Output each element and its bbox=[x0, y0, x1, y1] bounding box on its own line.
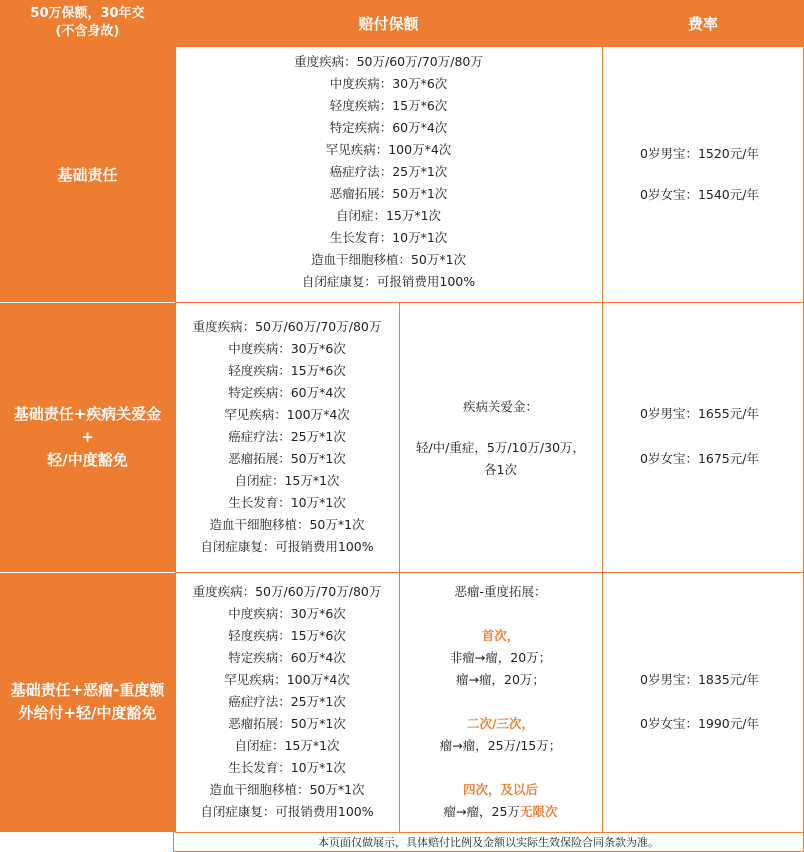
row3-item-8: 生长发育：10万*1次 bbox=[228, 760, 346, 775]
row2-plan-line3: 轻/中度豁免 bbox=[47, 450, 128, 469]
header-coverage: 赔付保额 bbox=[175, 0, 602, 46]
grid-line bbox=[602, 0, 603, 832]
row2-extra-line2: 各1次 bbox=[484, 462, 517, 477]
row3-extra-first-label: 首次， bbox=[481, 628, 520, 643]
grid-line bbox=[175, 572, 804, 573]
row3-item-4: 罕见疾病：100万*4次 bbox=[224, 672, 350, 687]
row3-rate-girl: 0岁女宝：1990元/年 bbox=[640, 716, 759, 731]
row2-item-6: 恶瘤拓展：50万*1次 bbox=[228, 451, 346, 466]
grid-line bbox=[0, 572, 175, 573]
row2-item-2: 轻度疾病：15万*6次 bbox=[228, 363, 346, 378]
row3-plan-line1: 基础责任+恶瘤-重度额 bbox=[10, 681, 165, 699]
row1-item-7: 自闭症：15万*1次 bbox=[335, 208, 442, 223]
row3-item-9: 造血干细胞移植：50万*1次 bbox=[209, 782, 365, 797]
row3-item-7: 自闭症：15万*1次 bbox=[234, 738, 340, 753]
row3-item-1: 中度疾病：30万*6次 bbox=[228, 606, 346, 621]
row3-item-2: 轻度疾病：15万*6次 bbox=[228, 628, 346, 643]
row2-rate-girl: 0岁女宝：1675元/年 bbox=[640, 451, 759, 466]
row2-item-0: 重度疾病：50万/60万/70万/80万 bbox=[192, 319, 382, 334]
row2-item-8: 生长发育：10万*1次 bbox=[228, 495, 346, 510]
row3-extra-fourth-prefix: 瘤→瘤，25万 bbox=[443, 804, 520, 819]
row3-rate bbox=[602, 572, 804, 832]
row1-coverage-list bbox=[175, 51, 602, 293]
row2-extra-title: 疾病关爱金： bbox=[462, 399, 538, 414]
grid-line bbox=[175, 832, 804, 833]
row3-extra-second-label: 二次/三次， bbox=[466, 716, 535, 731]
header-plan-line2: (不含身故) bbox=[55, 24, 120, 39]
row1-rate bbox=[602, 46, 804, 302]
grid-line bbox=[0, 302, 175, 303]
row1-item-8: 生长发育：10万*1次 bbox=[329, 230, 448, 245]
row1-item-1: 中度疾病：30万*6次 bbox=[329, 76, 448, 91]
grid-line bbox=[175, 46, 804, 47]
row1-item-9: 造血干细胞移植：50万*1次 bbox=[310, 252, 467, 267]
row3-coverage-list bbox=[175, 581, 399, 823]
row1-item-4: 罕见疾病：100万*4次 bbox=[325, 142, 452, 157]
grid-line bbox=[175, 0, 176, 832]
row2-coverage bbox=[175, 302, 399, 572]
row2-item-1: 中度疾病：30万*6次 bbox=[228, 341, 346, 356]
row3-item-3: 特定疾病：60万*4次 bbox=[228, 650, 346, 665]
row1-item-6: 恶瘤拓展：50万*1次 bbox=[329, 186, 448, 201]
row2-item-9: 造血干细胞移植：50万*1次 bbox=[209, 517, 365, 532]
row3-extra-second-line: 瘤→瘤，25万/15万； bbox=[439, 738, 562, 753]
row1-plan bbox=[0, 46, 175, 302]
row1-rate-girl: 0岁女宝：1540元/年 bbox=[640, 187, 759, 202]
row1-item-0: 重度疾病：50万/60万/70万/80万 bbox=[294, 54, 483, 69]
row2-extra-line1: 轻/中/重症，5万/10万/30万， bbox=[415, 440, 586, 455]
row3-extra-first-line2: 瘤→瘤，20万； bbox=[456, 672, 545, 687]
header-plan-line1: 50万保额，30年交 bbox=[30, 6, 145, 21]
row1-item-10: 自闭症康复：可报销费用100% bbox=[301, 274, 476, 289]
row3-extra-fourth-label: 四次，及以后 bbox=[462, 782, 538, 797]
row1-coverage bbox=[175, 46, 602, 302]
row3-extra bbox=[399, 572, 602, 832]
row2-rate bbox=[602, 302, 804, 572]
row3-item-6: 恶瘤拓展：50万*1次 bbox=[228, 716, 346, 731]
row3-item-5: 癌症疗法：25万*1次 bbox=[228, 694, 346, 709]
grid-line bbox=[0, 0, 804, 1]
row2-rate-boy: 0岁男宝：1655元/年 bbox=[640, 406, 759, 421]
row2-item-7: 自闭症：15万*1次 bbox=[234, 473, 340, 488]
row2-plan bbox=[0, 302, 175, 572]
row1-rate-boy: 0岁男宝：1520元/年 bbox=[640, 146, 759, 161]
row3-rate-boy: 0岁男宝：1835元/年 bbox=[640, 672, 759, 687]
grid-line bbox=[173, 832, 174, 852]
row1-item-5: 癌症疗法：25万*1次 bbox=[329, 164, 448, 179]
row2-plan-line1: 基础责任+疾病关爱金 bbox=[13, 404, 162, 423]
row2-item-4: 罕见疾病：100万*4次 bbox=[224, 407, 350, 422]
row3-extra-unlimited: 无限次 bbox=[519, 804, 558, 819]
row1-item-3: 特定疾病：60万*4次 bbox=[329, 120, 448, 135]
row3-item-10: 自闭症康复：可报销费用100% bbox=[200, 804, 374, 819]
row3-coverage bbox=[175, 572, 399, 832]
row3-item-0: 重度疾病：50万/60万/70万/80万 bbox=[192, 584, 382, 599]
footer-note: 本页面仅做展示，具体赔付比例及金额以实际生效保险合同条款为准。 bbox=[173, 832, 804, 852]
row2-item-3: 特定疾病：60万*4次 bbox=[228, 385, 346, 400]
row1-plan-name: 基础责任 bbox=[57, 165, 118, 184]
row2-coverage-list bbox=[175, 316, 399, 558]
row3-extra-fourth-line bbox=[444, 801, 558, 823]
row3-plan bbox=[0, 572, 175, 832]
row3-extra-list bbox=[399, 581, 602, 823]
header-plan bbox=[0, 0, 175, 46]
row2-extra bbox=[399, 302, 602, 572]
header-rate: 费率 bbox=[602, 0, 804, 46]
row1-item-2: 轻度疾病：15万*6次 bbox=[329, 98, 448, 113]
row2-item-10: 自闭症康复：可报销费用100% bbox=[200, 539, 374, 554]
row3-extra-first-line1: 非瘤→瘤，20万； bbox=[449, 650, 552, 665]
row2-plan-line2: + bbox=[81, 427, 94, 446]
grid-line bbox=[175, 302, 804, 303]
row3-plan-line2: 外给付+轻/中度豁免 bbox=[18, 704, 157, 722]
row3-extra-title: 恶瘤-重度拓展： bbox=[454, 584, 547, 599]
grid-line bbox=[399, 302, 400, 832]
row2-item-5: 癌症疗法：25万*1次 bbox=[228, 429, 346, 444]
